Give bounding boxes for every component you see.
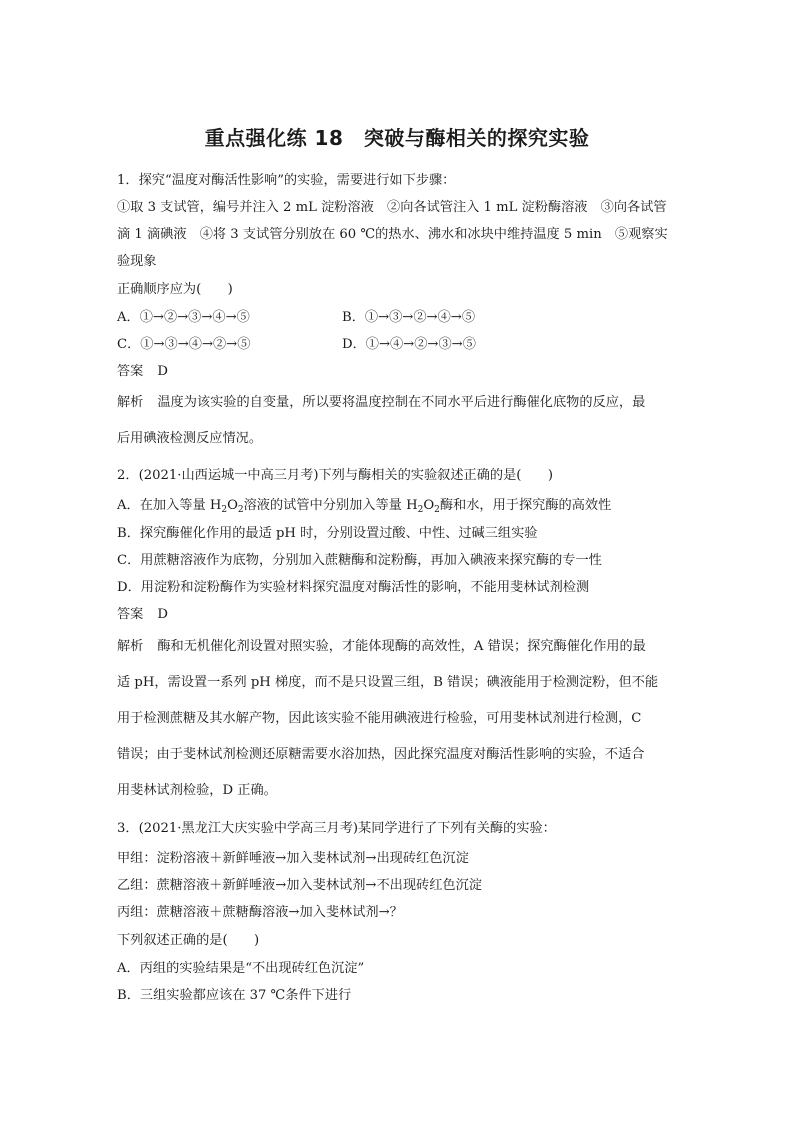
q1-step-line: ①取 3 支试管，编号并注入 2 mL 淀粉溶液 ②向各试管注入 1 mL 淀粉酶溶液 ③向各试管 — [117, 200, 667, 215]
q1-option-b: B．①→③→②→④→⑤ — [342, 310, 476, 325]
q1-stem: 1．探究“温度对酶活性影响”的实验，需要进行如下步骤： — [117, 173, 456, 188]
answer-value: D — [157, 607, 168, 622]
subscript: 2 — [434, 505, 440, 515]
option-text: 溶液的试管中分别加入等量 H — [243, 498, 418, 513]
answer-value: D — [157, 364, 168, 379]
q2-option-c: C．用蔗糖溶液作为底物，分别加入蔗糖酶和淀粉酶，再加入碘液来探究酶的专一性 — [117, 553, 602, 568]
q1-prompt: 正确顺序应为( ) — [117, 282, 233, 297]
answer-label: 答案 — [117, 607, 144, 622]
q3-prompt: 下列叙述正确的是( ) — [117, 933, 260, 948]
answer-label: 答案 — [117, 364, 144, 379]
q3-group-a: 甲组：淀粉溶液＋新鲜唾液→加入斐林试剂→出现砖红色沉淀 — [117, 851, 469, 866]
q1-analysis-line: 后用碘液检测反应情况。 — [117, 431, 263, 446]
q1-answer — [117, 363, 168, 381]
q1-analysis — [117, 394, 645, 412]
q2-analysis-line: 错误；由于斐林试剂检测还原糖需要水浴加热，因此探究温度对酶活性影响的实验，不适合 — [117, 747, 645, 762]
page-title: 重点强化练 18 突破与酶相关的探究实验 — [204, 126, 590, 150]
q2-analysis — [117, 638, 646, 656]
subscript: 2 — [237, 505, 244, 515]
subscript: 2 — [221, 505, 228, 515]
q2-analysis-line: 适 pH，需设置一系列 pH 梯度，而不是只设置三组，B 错误；碘液能用于检测淀粉，但不能 — [117, 675, 659, 690]
q1-option-a: A．①→②→③→④→⑤ — [117, 310, 250, 325]
analysis-label: 解析 — [117, 395, 144, 410]
q2-analysis-line: 用于检测蔗糖及其水解产物，因此该实验不能用碘液进行检验，可用斐林试剂进行检测，C — [117, 711, 642, 726]
option-text: 酶和水，用于探究酶的高效性 — [439, 498, 612, 513]
q1-option-c: C．①→③→④→②→⑤ — [117, 337, 251, 352]
q2-analysis-line: 用斐林试剂检验，D 正确。 — [117, 783, 277, 798]
q1-option-d: D．①→④→②→③→⑤ — [342, 337, 476, 352]
q2-stem: 2．(2021·山西运城一中高三月考)下列与酶相关的实验叙述正确的是( ) — [117, 468, 553, 483]
q2-option-d: D．用淀粉和淀粉酶作为实验材料探究温度对酶活性的影响，不能用斐林试剂检测 — [117, 580, 590, 595]
q3-option-a: A．丙组的实验结果是“不出现砖红色沉淀” — [117, 961, 365, 976]
q1-step-line: 滴 1 滴碘液 ④将 3 支试管分别放在 60 ℃的热水、沸水和冰块中维持温度 5 min ⑤观察实 — [117, 227, 668, 242]
option-text: O — [423, 498, 435, 513]
q3-option-b: B．三组实验都应该在 37 ℃条件下进行 — [117, 988, 352, 1003]
option-text: A．在加入等量 H — [117, 498, 222, 513]
q3-stem: 3．(2021·黑龙江大庆实验中学高三月考)某同学进行了下列有关酶的实验： — [117, 821, 556, 836]
q2-answer — [117, 606, 168, 624]
option-text: O — [227, 498, 238, 513]
analysis-label: 解析 — [117, 639, 144, 654]
q3-group-c: 丙组：蔗糖溶液＋蔗糖酶溶液→加入斐林试剂→？ — [117, 905, 403, 920]
q3-group-b: 乙组：蔗糖溶液＋新鲜唾液→加入斐林试剂→不出现砖红色沉淀 — [117, 878, 482, 893]
q2-option-a — [117, 497, 611, 515]
analysis-text: 温度为该实验的自变量，所以要将温度控制在不同水平后进行酶催化底物的反应，最 — [157, 395, 646, 410]
subscript: 2 — [417, 505, 424, 515]
analysis-text: 酶和无机催化剂设置对照实验，才能体现酶的高效性，A 错误；探究酶催化作用的最 — [157, 639, 646, 654]
q2-option-b: B．探究酶催化作用的最适 pH 时，分别设置过酸、中性、过碱三组实验 — [117, 526, 538, 541]
q1-step-line: 验现象 — [117, 254, 157, 269]
